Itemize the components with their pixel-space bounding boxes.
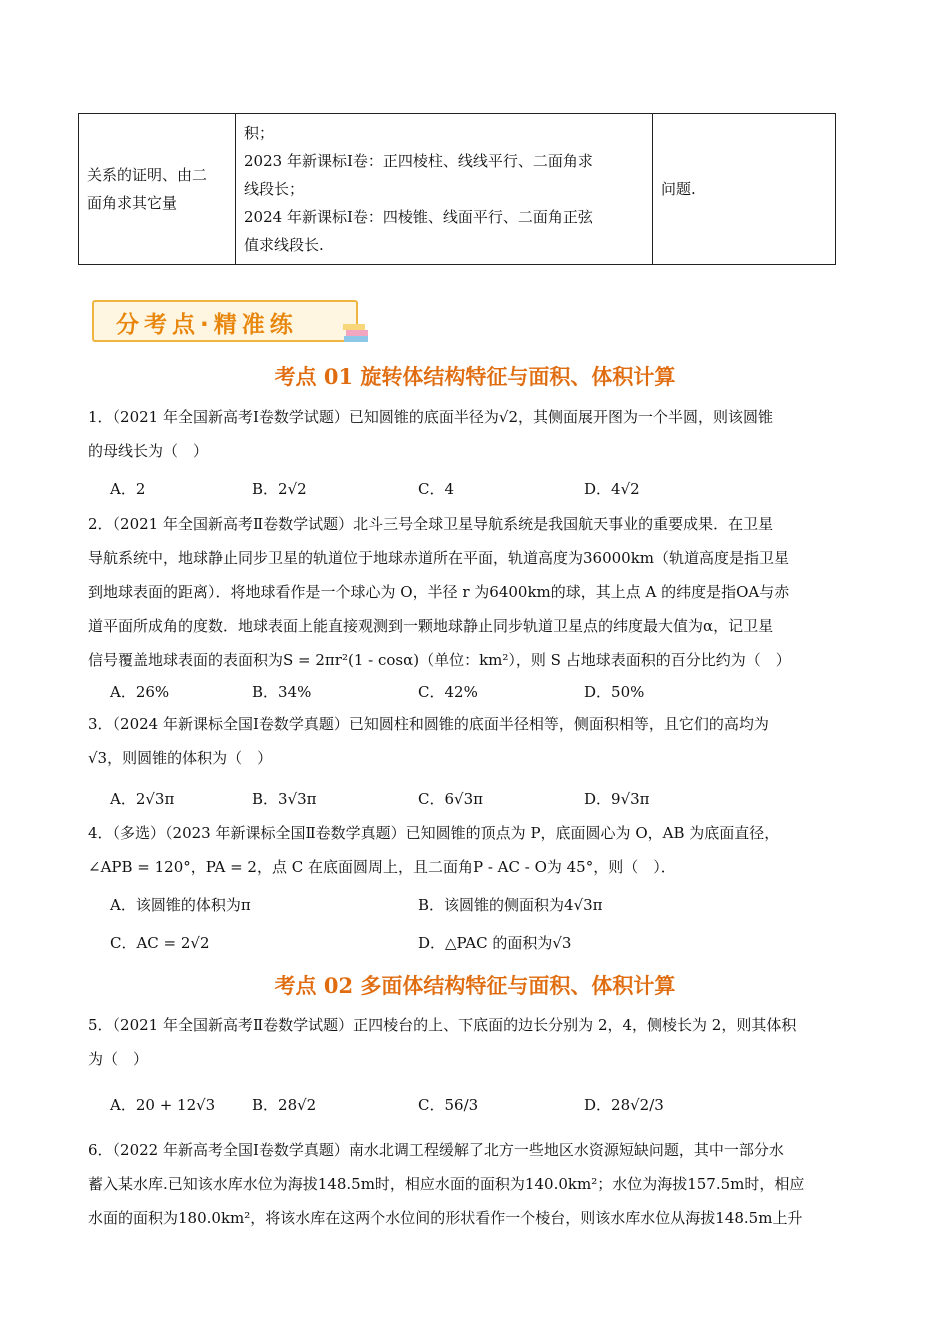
- q1-option-b: B．2√2: [252, 480, 307, 498]
- q2-option-b: B．34%: [252, 683, 312, 701]
- question-6: 6．（2022 年新高考全国Ⅰ卷数学真题）南水北调工程缓解了北方一些地区水资源短缺问题，其中一部分水 蓄入某水库.已知该水库水位为海拔148.5m时，相应水面的面积为140.0km²；水位为海拔157.5m时，相应 水面的面积为180.0km²，将该水库在这两个水位间的形状看作一个棱台，则该水库水位从海拔148.5m上升: [88, 1141, 805, 1227]
- banner-title: 分考点·精准练: [116, 312, 298, 338]
- q3-option-a: A．2√3π: [110, 790, 175, 808]
- question-5: 5．（2021 年全国新高考Ⅱ卷数学试题）正四棱台的上、下底面的边长分别为 2，4，侧棱长为 2，则其体积 为（ ）: [88, 1016, 797, 1068]
- q1-option-a: A．2: [110, 480, 146, 498]
- section-heading-2: 考点 02 多面体结构特征与面积、体积计算: [274, 973, 676, 998]
- section-heading-1: 考点 01 旋转体结构特征与面积、体积计算: [274, 364, 676, 389]
- table-cell-note: 问题.: [653, 114, 836, 265]
- table-cell-topic: 关系的证明、由二 面角求其它量: [79, 114, 236, 265]
- q4-option-a: A．该圆锥的体积为π: [110, 896, 251, 914]
- table-cell-exams: 积； 2023 年新课标Ⅰ卷：正四棱柱、线线平行、二面角求 线段长； 2024 年新课标Ⅰ卷：四棱锥、线面平行、二面角正弦 值求线段长.: [236, 114, 653, 265]
- q2-option-d: D．50%: [584, 683, 645, 701]
- q4-option-d: D．△PAC 的面积为√3: [418, 934, 572, 952]
- q4-option-b: B．该圆锥的侧面积为4√3π: [418, 896, 603, 914]
- q1-option-d: D．4√2: [584, 480, 640, 498]
- summary-table: [78, 113, 836, 265]
- q5-option-b: B．28√2: [252, 1096, 317, 1114]
- q2-option-c: C．42%: [418, 683, 478, 701]
- q3-option-b: B．3√3π: [252, 790, 317, 808]
- q5-option-a: A．20 + 12√3: [110, 1096, 216, 1114]
- question-4: 4．（多选）（2023 年新课标全国Ⅱ卷数学真题）已知圆锥的顶点为 P，底面圆心为 O，AB 为底面直径， ∠APB = 120°，PA = 2，点 C 在底面圆周上，且二面角P - AC - O为 45°，则（ ）．: [88, 824, 780, 876]
- q5-option-d: D．28√2/3: [584, 1096, 664, 1114]
- question-1: 1．（2021 年全国新高考Ⅰ卷数学试题）已知圆锥的底面半径为√2，其侧面展开图为一个半圆，则该圆锥 的母线长为（ ）: [88, 408, 774, 460]
- q3-option-d: D．9√3π: [584, 790, 650, 808]
- q4-option-c: C．AC = 2√2: [110, 934, 210, 952]
- question-2: 2．（2021 年全国新高考Ⅱ卷数学试题）北斗三号全球卫星导航系统是我国航天事业的重要成果．在卫星 导航系统中，地球静止同步卫星的轨道位于地球赤道所在平面，轨道高度为36000km（轨道高度是指卫星 到地球表面的距离）．将地球看作是一个球心为 O，半径 r 为6400km的球，其上点 A 的纬度是指OA与赤 道平面所成角的度数．地球表面上能直接观测到一颗地球静止同步轨道卫星点的纬度最大值为α，记卫星 信号覆盖地球表面的表面积为S = 2πr²(1 - cosα)（单位：km²），则 S 占地球表面积的百分比约为（ ）: [88, 515, 791, 669]
- q3-option-c: C．6√3π: [418, 790, 483, 808]
- q2-option-a: A．26%: [110, 683, 170, 701]
- q1-option-c: C．4: [418, 480, 455, 498]
- books-icon: [342, 322, 370, 344]
- q5-option-c: C．56/3: [418, 1096, 479, 1114]
- section-banner: [92, 300, 358, 342]
- question-3: 3．（2024 年新课标全国Ⅰ卷数学真题）已知圆柱和圆锥的底面半径相等，侧面积相等，且它们的高均为 √3，则圆锥的体积为（ ）: [88, 715, 769, 767]
